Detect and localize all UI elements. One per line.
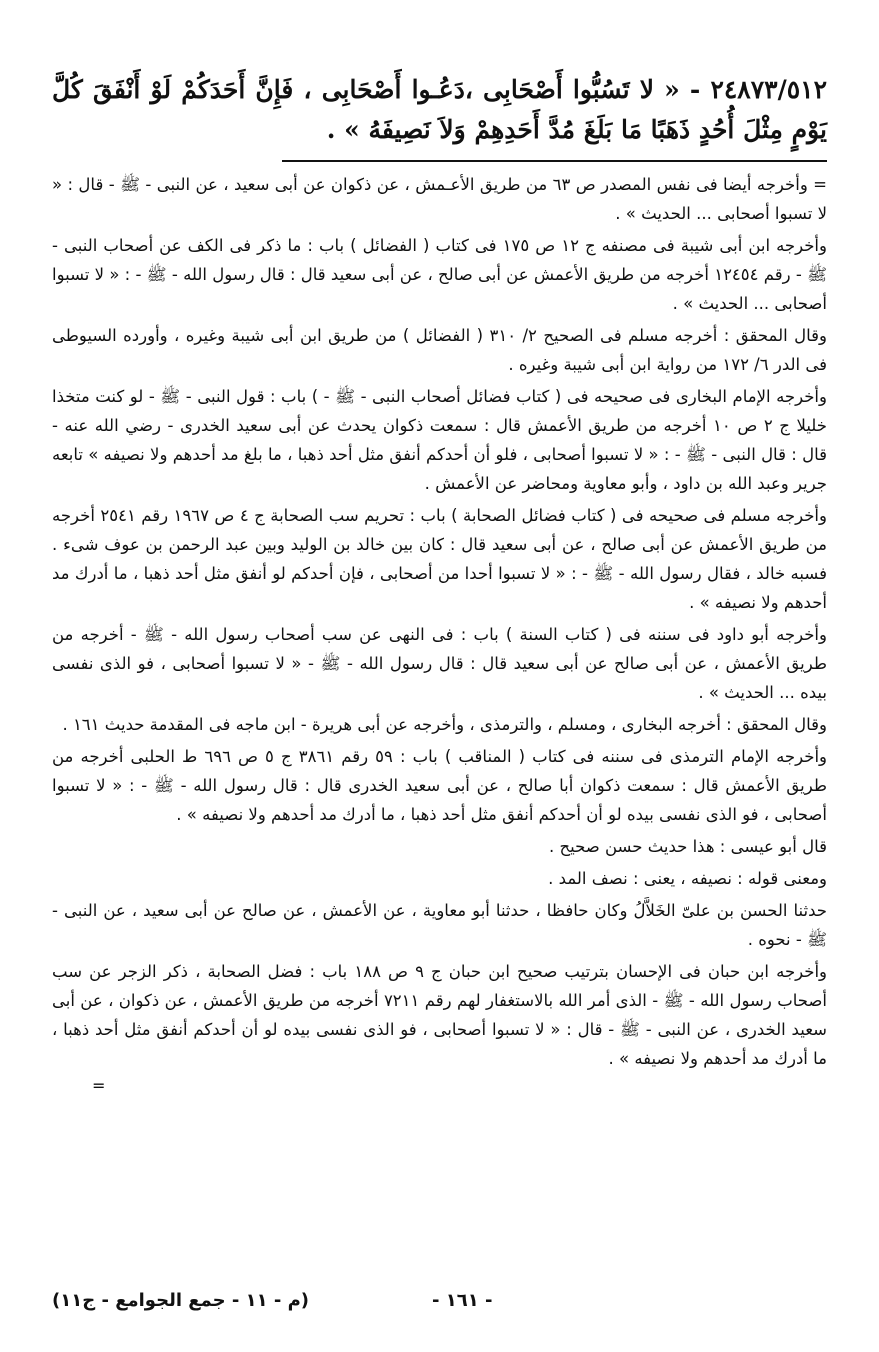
hadith-heading: ٢٤٨٧٣/٥١٢ - « لا تَسُبُّوا أَصْحَابِى ،دَعُـوا أَصْحَابِى ، فَإِنَّ أَحَدَكُمْ لَوْ أَنْفَقَ كُلَّ يَوْمٍ مِثْلَ أُحُدٍ ذَهَبًا مَا بَلَغَ مُدَّ أَحَدِهِمْ وَلاَ نَصِيفَهُ » . xyxy=(52,75,827,144)
footnote-paragraph: وقال المحقق : أخرجه البخارى ، ومسلم ، والترمذى ، وأخرجه عن أبى هريرة - ابن ماجه فى المقدمة حديث ١٦١ . xyxy=(62,715,827,734)
footnote-paragraph: ومعنى قوله : نصيفه ، يعنى : نصف المد . xyxy=(548,869,827,888)
footnote-paragraph: وأخرجه الإمام الترمذى فى سننه فى كتاب ( المناقب ) باب : ٥٩ رقم ٣٨٦١ ج ٥ ص ٦٩٦ ط الحلبى أخرجه من طريق الأعمش قال : سمعت ذكوان أبا صالح ، عن أبى سعيد الخدرى قال : قال رسول الله - ﷺ - : « لا تسبوا أصحابى ، فو الذى نفسى بيده لو أن أحدكم أنفق مثل أحد ذهبا ، ما أدرك مد أحدهم ولا نصيفه » . xyxy=(52,747,827,824)
footnote-paragraph: وأخرجه مسلم فى صحيحه فى ( كتاب فضائل الصحابة ) باب : تحريم سب الصحابة ج ٤ ص ١٩٦٧ رقم ٢٥٤١ أخرجه من طريق الأعمش عن أبى صالح ، عن أبى سعيد قال : كان بين خالد بن الوليد وبين عبد الرحمن بن عوف شىء . فسبه خالد ، فقال رسول الله - ﷺ - : « لا تسبوا أحدا من أصحابى ، فإن أحدكم لو أنفق مثل أحد ذهبا ، ما أدرك مد أحدهم ولا نصيفه » . xyxy=(52,506,827,612)
footer-signature: (م - ١١ - جمع الجوامع - ج١١) xyxy=(52,1290,310,1311)
footnote-paragraph: وأخرجه ابن حبان فى الإحسان بترتيب صحيح ابن حبان ج ٩ ص ١٨٨ باب : فضل الصحابة ، ذكر الزجر عن سب أصحاب رسول الله - ﷺ - الذى أمر الله بالاستغفار لهم رقم ٧٢١١ أخرجه من طريق الأعمش ، عن ذكوان ، عن أبى سعيد الخدرى ، عن النبى - ﷺ - قال : « لا تسبوا أصحابى ، فو الذى نفسى بيده لو أن أحدكم أنفق مثل أحد ذهبا ، ما أدرك مد أحدهم ولا نصيفه » . xyxy=(52,962,828,1068)
footnote-paragraph: وقال المحقق : أخرجه مسلم فى الصحيح ٢/ ٣١٠ ( الفضائل ) من طريق ابن أبى شيبة وغيره ، وأورده السيوطى فى الدر ٦/ ١٧٢ من رواية ابن أبى شيبة وغيره . xyxy=(52,326,827,374)
footnote-paragraph: وأخرجه الإمام البخارى فى صحيحه فى ( كتاب فضائل أصحاب النبى - ﷺ - ) باب : قول النبى - ﷺ - لو كنت متخذا خليلا ج ٢ ص ١٠ أخرجه من طريق الأعمش قال : سمعت ذكوان يحدث عن أبى سعيد الخدرى - رضي الله عنه - قال : قال النبى - ﷺ - : « لا تسبوا أصحابى ، فلو أن أحدكم أنفق مثل أحد ذهبا ، ما بلغ مد أحدهم ولا نصيفه » تابعه جرير وعبد الله بن داود ، وأبو معاوية ومحاضر عن الأعمش . xyxy=(52,387,827,493)
footnote-paragraph: وأخرجه أبو داود فى سننه فى ( كتاب السنة ) باب : فى النهى عن سب أصحاب رسول الله - ﷺ - أخرجه من طريق الأعمش ، عن أبى صالح عن أبى سعيد قال : قال رسول الله - ﷺ - « لا تسبوا أصحابى ، فو الذى نفسى بيده ... الحديث » . xyxy=(52,625,827,702)
page-footer xyxy=(52,1290,827,1324)
footnote-paragraph: وأخرجه ابن أبى شيبة فى مصنفه ج ١٢ ص ١٧٥ فى كتاب ( الفضائل ) باب : ما ذكر فى الكف عن أصحاب النبى - ﷺ - رقم ١٢٤٥٤ أخرجه من طريق الأعمش عن أبى صالح ، عن أبى سعيد قال : قال رسول الله - ﷺ - : « لا تسبوا أصحابى ... الحديث » . xyxy=(52,236,827,313)
footnote-paragraph: = وأخرجه أيضا فى نفس المصدر ص ٦٣ من طريق الأعـمش ، عن ذكوان عن أبى سعيد ، عن النبى - ﷺ - قال : « لا تسبوا أصحابى ... الحديث » . xyxy=(52,175,827,223)
footnote-paragraph: حدثنا الحسن بن علىّ الخَلاَّلُ وكان حافظا ، حدثنا أبو معاوية ، عن الأعمش ، عن صالح عن أبى سعيد ، عن النبى - ﷺ - نحوه . xyxy=(52,901,827,949)
continuation-mark: = xyxy=(92,1076,106,1095)
heading-divider xyxy=(282,160,827,162)
footnotes xyxy=(52,170,827,1073)
page-number: - ١٦١ - xyxy=(432,1290,493,1311)
footnote-paragraph: قال أبو عيسى : هذا حديث حسن صحيح . xyxy=(548,837,827,856)
